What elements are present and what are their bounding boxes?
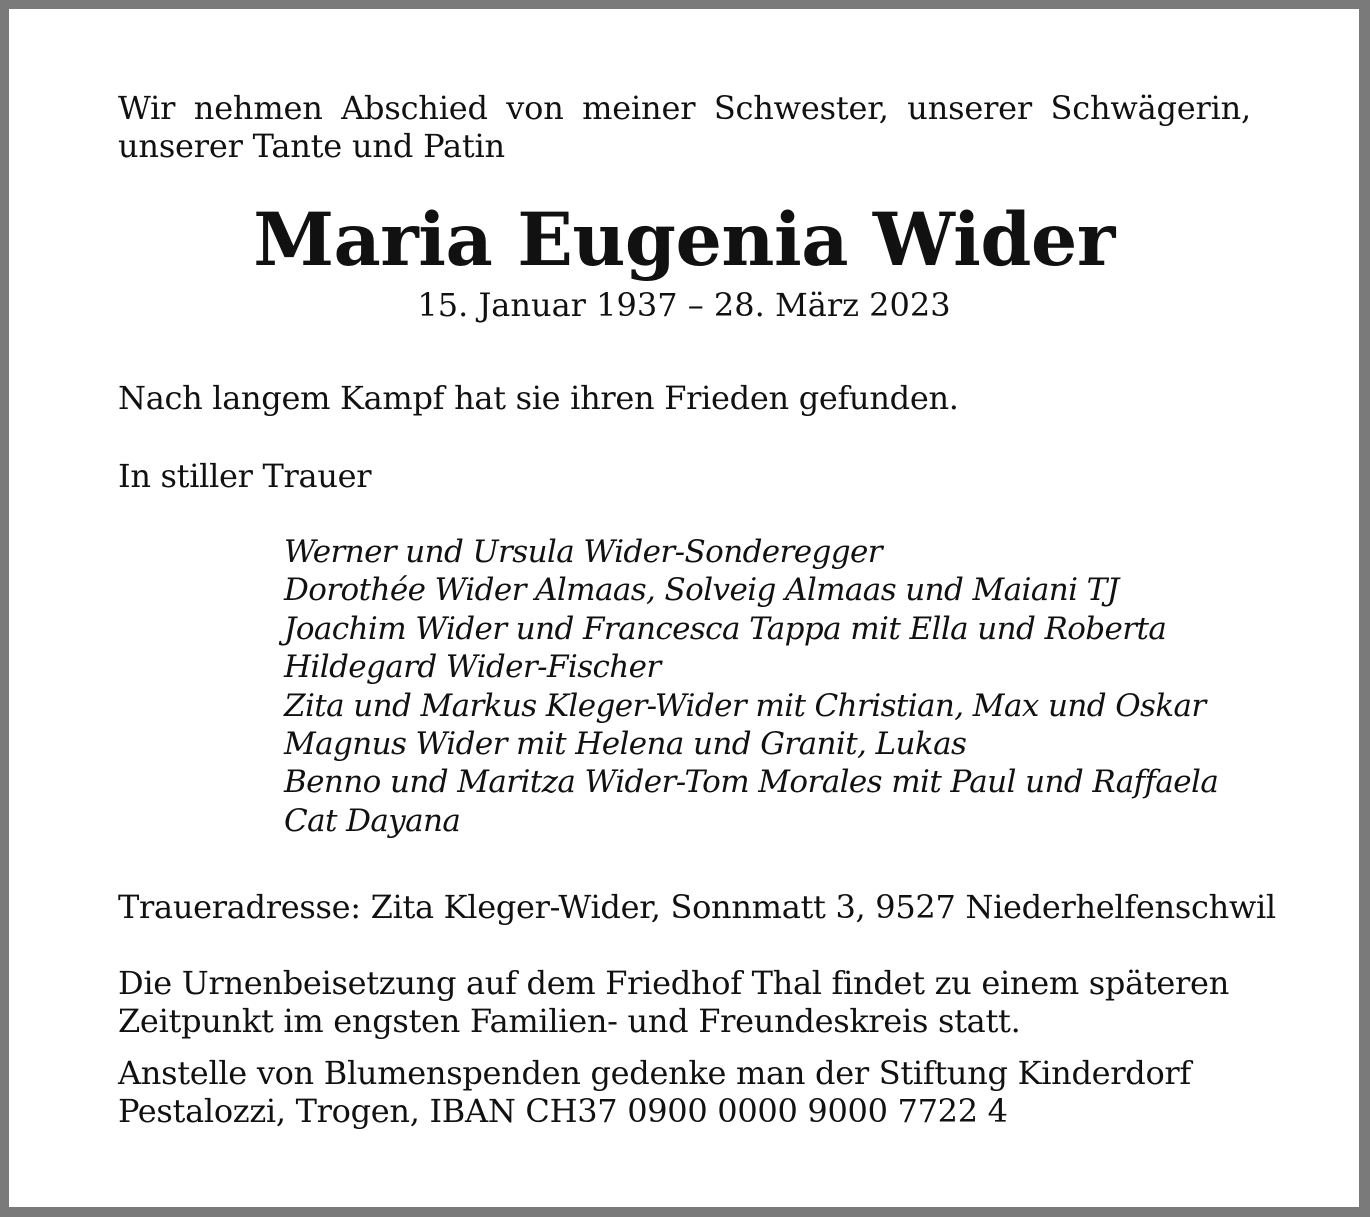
mourner-entry: Magnus Wider mit Helena und Granit, Lukas [284,726,967,763]
mourner-entry: Benno und Maritza Wider-Tom Morales mit Paul und Raffaela [284,764,1219,801]
donation-text: Anstelle von Blumenspenden gedenke man der Stiftung Kinderdorf Pestalozzi, Trogen, IBAN CH37 0900 0000 9000 7722 4 [118,1054,1191,1130]
mourner-entry: Joachim Wider und Francesca Tappa mit Ella und Roberta [284,610,1167,647]
burial-text: Die Urnenbeisetzung auf dem Friedhof Thal findet zu einem späteren Zeitpunkt im engsten Familien- und Freundeskreis statt. [118,964,1229,1040]
deceased-name: Maria Eugenia Wider [253,197,1115,283]
mourner-entry: Zita und Markus Kleger-Wider mit Christian, Max und Oskar [284,687,1206,724]
obituary-notice [9,9,1359,1207]
mourning-address: Traueradresse: Zita Kleger-Wider, Sonnmatt 3, 9527 Niederhelfenschwil [118,888,1276,926]
mourner-entry: Cat Dayana [284,802,461,839]
mourners-list [284,533,1218,840]
mourner-entry: Werner und Ursula Wider-Sonderegger [284,534,882,570]
peace-text: Nach langem Kampf hat sie ihren Frieden gefunden. [118,379,959,417]
life-dates: 15. Januar 1937 – 28. März 2023 [417,286,951,324]
mourner-entry: Dorothée Wider Almaas, Solveig Almaas und Maiani TJ [284,572,1119,609]
mourner-entry: Hildegard Wider-Fischer [284,649,661,686]
intro-text: Wir nehmen Abschied von meiner Schwester, unserer Schwägerin, unserer Tante und Patin [118,89,1251,165]
mourning-text: In stiller Trauer [118,457,372,495]
